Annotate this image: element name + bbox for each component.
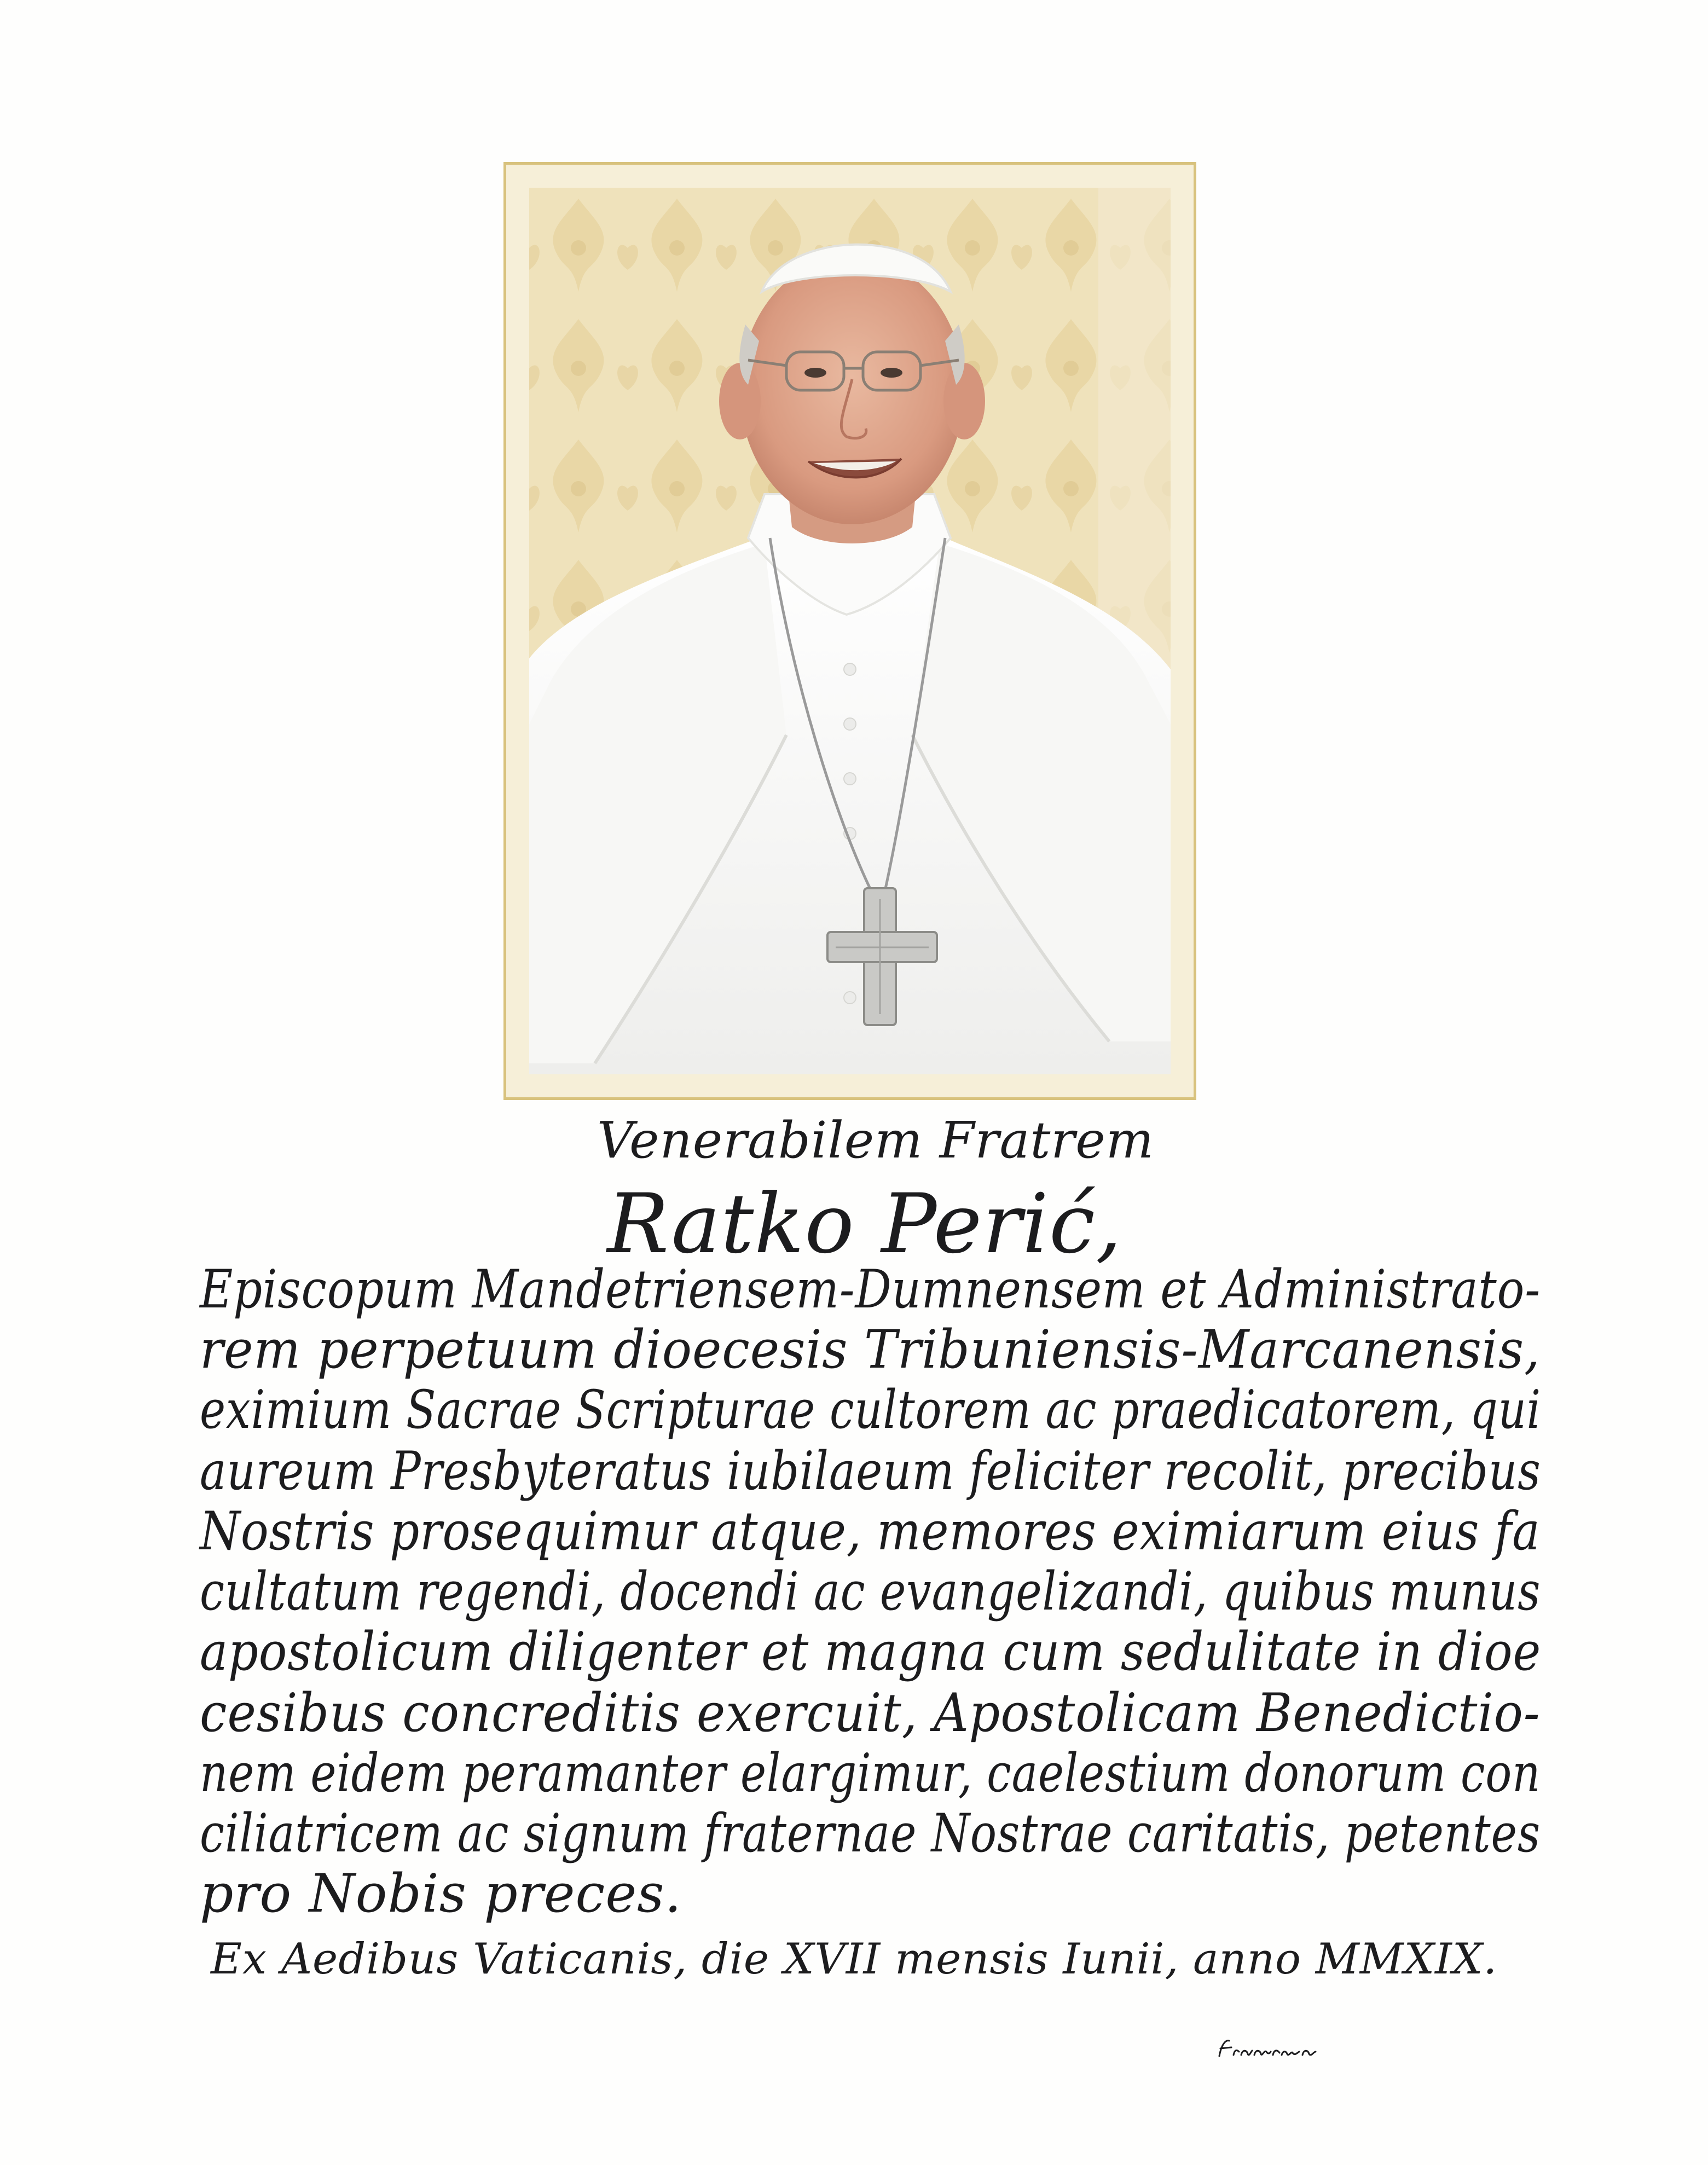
- body-line: pro Nobis preces.: [200, 1863, 682, 1924]
- salutation: Venerabilem Fratrem: [597, 1111, 1154, 1170]
- body-line: Nostris prosequimur atque, memores eximiarum eius fa: [200, 1501, 1541, 1562]
- body-line: ciliatricem ac signum fraternae Nostrae caritatis, petentes: [200, 1803, 1541, 1864]
- body-line: eximium Sacrae Scripturae cultorem ac praedicatorem, qui: [200, 1379, 1541, 1440]
- body-line: aureum Presbyteratus iubilaeum feliciter recolit, precibus: [200, 1440, 1541, 1502]
- portrait-photo: [529, 188, 1171, 1074]
- papal-signature: [1215, 2033, 1346, 2066]
- body-line: rem perpetuum dioecesis Tribuniensis-Marcanensis,: [200, 1319, 1541, 1380]
- body-line: Episcopum Mandetriensem-Dumnensem et Administrato-: [200, 1259, 1541, 1320]
- body-line: nem eidem peramanter elargimur, caelestium donorum con: [200, 1743, 1541, 1804]
- body-line: cesibus concreditis exercuit, Apostolicam Benedictio-: [200, 1682, 1541, 1744]
- portrait-frame: [503, 162, 1196, 1100]
- recipient-name: Ratko Perić,: [607, 1177, 1122, 1272]
- body-line: cultatum regendi, docendi ac evangelizandi, quibus munus: [200, 1561, 1541, 1622]
- closing-line: Ex Aedibus Vaticanis, die XVII mensis Iunii, anno MMXIX.: [211, 1935, 1498, 1984]
- body-line: apostolicum diligenter et magna cum sedulitate in dioe: [200, 1621, 1542, 1682]
